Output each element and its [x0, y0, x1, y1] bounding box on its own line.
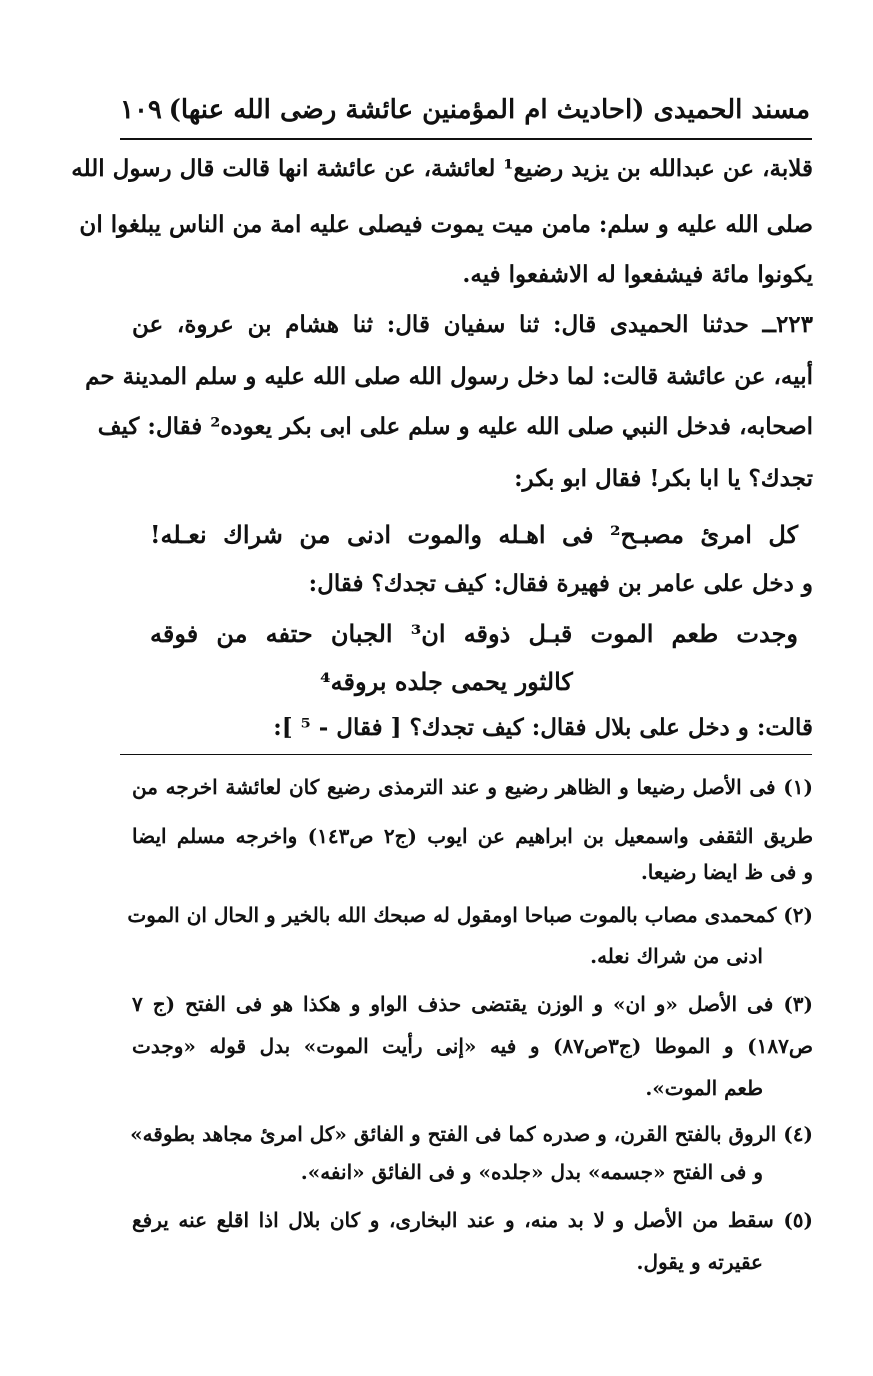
footnote-line: (٣) فى الأصل «و ان» و الوزن يقتضى حذف الواو و هكذا هو فى الفتح (ج ٧	[132, 992, 813, 1016]
body-line: اصحابه، فدخل النبي صلى الله عليه و سلم على ابى بكر يعوده² فقال: كيف	[97, 413, 813, 440]
body-line: قلابة، عن عبدالله بن يزيد رضيع¹ لعائشة، عن عائشة انها قالت قال رسول الله	[71, 155, 813, 182]
footnote-line: عقيرته و يقول.	[636, 1250, 763, 1274]
hadith-number-line: ٢٢٣ــ حدثنا الحميدى قال: ثنا سفيان قال: ثنا هشام بن عروة، عن	[132, 311, 813, 338]
body-line: و دخل على عامر بن فهيرة فقال: كيف تجدك؟ فقال:	[308, 570, 813, 597]
footnote-line: و فى ظ ايضا رضيعا.	[640, 860, 813, 884]
body-line: يكونوا مائة فيشفعوا له الاشفعوا فيه.	[462, 261, 813, 288]
footnote-line: و فى الفتح «جسمه» بدل «جلده» و فى الفائق «انفه».	[300, 1160, 763, 1184]
footnote-line: (١) فى الأصل رضيعا و الظاهر رضيع و عند الترمذى رضيع كان لعائشة اخرجه من	[132, 775, 813, 799]
header-rule	[120, 138, 812, 140]
header-title: مسند الحميدى (احاديث ام المؤمنين عائشة رضى الله عنها)	[168, 95, 810, 125]
footnote-line: طريق الثقفى واسمعيل بن ابراهيم عن ايوب (ج٢ ص١٤٣) واخرجه مسلم ايضا	[132, 824, 813, 848]
body-line: تجدك؟ يا ابا بكر! فقال ابو بكر:	[514, 465, 813, 492]
body-line: صلى الله عليه و سلم: مامن ميت يموت فيصلى عليه امة من الناس يبلغوا ان	[79, 211, 813, 238]
page-number: ١٠٩	[120, 95, 162, 125]
footnote-line: ادنى من شراك نعله.	[590, 944, 763, 968]
footnote-line: ص١٨٧) و الموطا (ج٣ص٨٧) و فيه «إنى رأيت الموت» بدل قوله «وجدت	[132, 1034, 813, 1058]
verse-line: كالثور يحمى جلده بروقه⁴	[320, 667, 573, 696]
body-line: قالت: و دخل على بلال فقال: كيف تجدك؟ [ فقال - ⁵ ]:	[273, 714, 813, 741]
verse-line: كل امرئ مصبـح² فى اهـله والموت ادنى من شراك نعـله!	[150, 520, 799, 549]
footnote-line: (٥) سقط من الأصل و لا بد منه، و عند البخارى، و كان بلال اذا اقلع عنه يرفع	[132, 1208, 813, 1232]
body-line: أبيه، عن عائشة قالت: لما دخل رسول الله صلى الله عليه و سلم المدينة حم	[85, 363, 813, 390]
verse-line: وجدت طعم الموت قبـل ذوقه ان³ الجبان حتفه من فوقه	[150, 619, 798, 648]
footnote-rule	[120, 754, 812, 755]
footnote-line: (٢) كمحمدى مصاب بالموت صباحا اومقول له صبحك الله بالخير و الحال ان الموت	[127, 903, 813, 927]
footnote-line: (٤) الروق بالفتح القرن، و صدره كما فى الفتح و الفائق «كل امرئ مجاهد بطوقه»	[130, 1122, 813, 1146]
footnote-line: طعم الموت».	[645, 1076, 763, 1100]
running-header	[120, 88, 810, 132]
